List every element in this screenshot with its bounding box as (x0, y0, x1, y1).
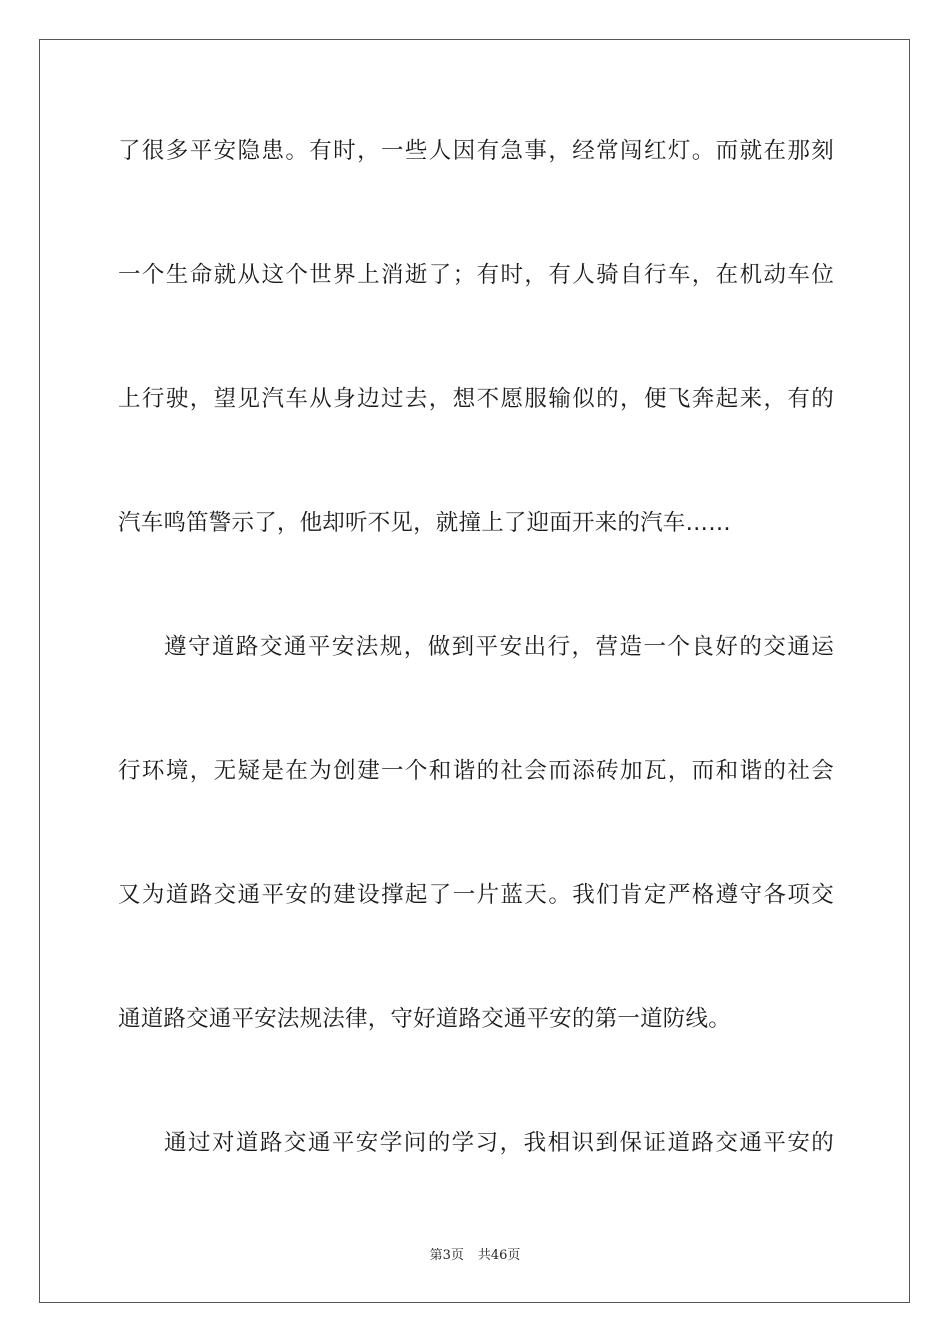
page-number: 第3页 (429, 1248, 464, 1263)
page-footer (0, 1247, 950, 1265)
paragraph-first-line: 遵守道路交通平安法规，做到平安出行，营造一个良好的交通运 (164, 634, 834, 660)
text-line: 又为道路交通平安的建设撑起了一片蓝天。我们肯定严格遵守各项交 (118, 882, 834, 908)
text-line: 一个生命就从这个世界上消逝了；有时，有人骑自行车，在机动车位 (118, 262, 834, 288)
page-border (39, 39, 910, 1303)
text-line: 上行驶，望见汽车从身边过去，想不愿服输似的，便飞奔起来，有的 (118, 386, 834, 412)
page-total: 共46页 (477, 1248, 521, 1263)
text-line: 行环境，无疑是在为创建一个和谐的社会而添砖加瓦，而和谐的社会 (118, 758, 834, 784)
text-line: 通道路交通平安法规法律，守好道路交通平安的第一道防线。 (118, 1006, 731, 1032)
text-line: 了很多平安隐患。有时，一些人因有急事，经常闯红灯。而就在那刻 (118, 138, 834, 164)
text-line: 汽车鸣笛警示了，他却听不见，就撞上了迎面开来的汽车…… (118, 510, 731, 536)
paragraph-first-line: 通过对道路交通平安学问的学习，我相识到保证道路交通平安的 (164, 1130, 834, 1156)
